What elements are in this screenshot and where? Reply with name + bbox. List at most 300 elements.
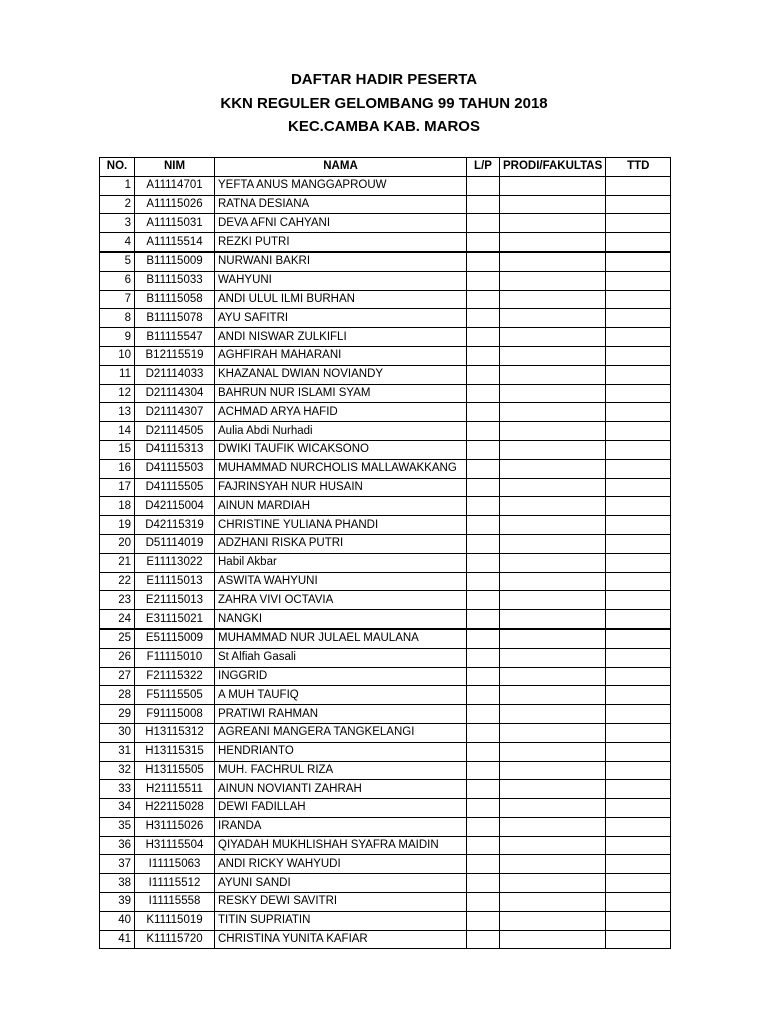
row-nim: D41115505 bbox=[135, 478, 215, 497]
table-row bbox=[100, 648, 671, 667]
row-nim: H13115315 bbox=[135, 742, 215, 761]
row-prodi-fakultas bbox=[500, 629, 606, 648]
row-ttd bbox=[606, 195, 671, 214]
row-no: 15 bbox=[100, 440, 135, 459]
row-prodi-fakultas bbox=[500, 346, 606, 365]
row-no: 2 bbox=[100, 195, 135, 214]
table-row bbox=[100, 328, 671, 347]
row-nim: B11115058 bbox=[135, 290, 215, 309]
row-nama: St Alfiah Gasali bbox=[215, 648, 467, 667]
row-no: 38 bbox=[100, 874, 135, 893]
row-lp bbox=[467, 365, 500, 384]
row-ttd bbox=[606, 761, 671, 780]
row-nama: MUHAMMAD NURCHOLIS MALLAWAKKANG bbox=[215, 459, 467, 478]
table-row bbox=[100, 233, 671, 252]
row-nama: A MUH TAUFIQ bbox=[215, 686, 467, 705]
table-row bbox=[100, 705, 671, 724]
row-nim: A11114701 bbox=[135, 176, 215, 195]
row-nim: H31115026 bbox=[135, 817, 215, 836]
header-no: NO. bbox=[100, 158, 135, 177]
row-ttd bbox=[606, 572, 671, 591]
row-nama: AYUNI SANDI bbox=[215, 874, 467, 893]
row-nim: B11115078 bbox=[135, 309, 215, 328]
row-prodi-fakultas bbox=[500, 723, 606, 742]
row-nama: ANDI NISWAR ZULKIFLI bbox=[215, 328, 467, 347]
table-row bbox=[100, 855, 671, 874]
table-row bbox=[100, 214, 671, 233]
row-no: 35 bbox=[100, 817, 135, 836]
row-no: 3 bbox=[100, 214, 135, 233]
row-no: 13 bbox=[100, 403, 135, 422]
row-lp bbox=[467, 742, 500, 761]
row-lp bbox=[467, 478, 500, 497]
row-lp bbox=[467, 440, 500, 459]
row-no: 24 bbox=[100, 610, 135, 629]
row-ttd bbox=[606, 516, 671, 535]
row-ttd bbox=[606, 836, 671, 855]
row-nama: QIYADAH MUKHLISHAH SYAFRA MAIDIN bbox=[215, 836, 467, 855]
row-lp bbox=[467, 516, 500, 535]
row-ttd bbox=[606, 440, 671, 459]
row-ttd bbox=[606, 497, 671, 516]
row-nama: AINUN MARDIAH bbox=[215, 497, 467, 516]
row-nama: Habil Akbar bbox=[215, 553, 467, 572]
row-no: 21 bbox=[100, 553, 135, 572]
row-ttd bbox=[606, 723, 671, 742]
row-nim: H21115511 bbox=[135, 780, 215, 799]
row-nim: I11115558 bbox=[135, 893, 215, 912]
title-line-3: KEC.CAMBA KAB. MAROS bbox=[288, 118, 480, 135]
row-nama: IRANDA bbox=[215, 817, 467, 836]
row-nama: ACHMAD ARYA HAFID bbox=[215, 403, 467, 422]
table-row bbox=[100, 780, 671, 799]
row-no: 30 bbox=[100, 723, 135, 742]
header-nim: NIM bbox=[135, 158, 215, 177]
row-prodi-fakultas bbox=[500, 780, 606, 799]
row-no: 10 bbox=[100, 346, 135, 365]
title-line-1: DAFTAR HADIR PESERTA bbox=[290, 71, 478, 88]
row-nama: HENDRIANTO bbox=[215, 742, 467, 761]
row-prodi-fakultas bbox=[500, 176, 606, 195]
table-row bbox=[100, 610, 671, 629]
table-row bbox=[100, 497, 671, 516]
row-prodi-fakultas bbox=[500, 534, 606, 553]
row-no: 12 bbox=[100, 384, 135, 403]
row-lp bbox=[467, 309, 500, 328]
table-row bbox=[100, 930, 671, 949]
row-ttd bbox=[606, 252, 671, 271]
row-lp bbox=[467, 233, 500, 252]
row-nim: B12115519 bbox=[135, 346, 215, 365]
row-ttd bbox=[606, 459, 671, 478]
title-line-2: KKN REGULER GELOMBANG 99 TAHUN 2018 bbox=[220, 94, 548, 112]
row-prodi-fakultas bbox=[500, 893, 606, 912]
row-prodi-fakultas bbox=[500, 271, 606, 290]
row-nim: K11115720 bbox=[135, 930, 215, 949]
row-no: 39 bbox=[100, 893, 135, 912]
row-nama: MUH. FACHRUL RIZA bbox=[215, 761, 467, 780]
row-ttd bbox=[606, 271, 671, 290]
row-nim: D51114019 bbox=[135, 534, 215, 553]
row-nama: ANDI ULUL ILMI BURHAN bbox=[215, 290, 467, 309]
row-nama: TITIN SUPRIATIN bbox=[215, 911, 467, 930]
row-lp bbox=[467, 893, 500, 912]
row-lp bbox=[467, 874, 500, 893]
row-nim: D21114307 bbox=[135, 403, 215, 422]
row-ttd bbox=[606, 591, 671, 610]
row-prodi-fakultas bbox=[500, 497, 606, 516]
row-nim: D21114304 bbox=[135, 384, 215, 403]
table-row bbox=[100, 874, 671, 893]
row-prodi-fakultas bbox=[500, 478, 606, 497]
row-ttd bbox=[606, 534, 671, 553]
header-nama: NAMA bbox=[215, 158, 467, 177]
table-row bbox=[100, 742, 671, 761]
row-no: 16 bbox=[100, 459, 135, 478]
table-row bbox=[100, 271, 671, 290]
row-nama: ANDI RICKY WAHYUDI bbox=[215, 855, 467, 874]
row-lp bbox=[467, 271, 500, 290]
row-prodi-fakultas bbox=[500, 384, 606, 403]
row-nama: DWIKI TAUFIK WICAKSONO bbox=[215, 440, 467, 459]
row-prodi-fakultas bbox=[500, 836, 606, 855]
row-prodi-fakultas bbox=[500, 459, 606, 478]
row-nama: NURWANI BAKRI bbox=[215, 252, 467, 271]
row-ttd bbox=[606, 799, 671, 818]
table-row bbox=[100, 516, 671, 535]
row-no: 6 bbox=[100, 271, 135, 290]
row-prodi-fakultas bbox=[500, 195, 606, 214]
row-nama: MUHAMMAD NUR JULAEL MAULANA bbox=[215, 629, 467, 648]
row-lp bbox=[467, 591, 500, 610]
row-lp bbox=[467, 930, 500, 949]
row-nama: KHAZANAL DWIAN NOVIANDY bbox=[215, 365, 467, 384]
row-nim: F11115010 bbox=[135, 648, 215, 667]
row-nama: AYU SAFITRI bbox=[215, 309, 467, 328]
row-nama: AGREANI MANGERA TANGKELANGI bbox=[215, 723, 467, 742]
row-nama: CHRISTINE YULIANA PHANDI bbox=[215, 516, 467, 535]
table-row bbox=[100, 384, 671, 403]
row-lp bbox=[467, 911, 500, 930]
row-prodi-fakultas bbox=[500, 761, 606, 780]
table-row bbox=[100, 290, 671, 309]
row-nama: FAJRINSYAH NUR HUSAIN bbox=[215, 478, 467, 497]
table-row bbox=[100, 252, 671, 271]
table-row bbox=[100, 591, 671, 610]
row-lp bbox=[467, 252, 500, 271]
row-nim: D42115319 bbox=[135, 516, 215, 535]
table-row bbox=[100, 799, 671, 818]
row-no: 26 bbox=[100, 648, 135, 667]
row-ttd bbox=[606, 705, 671, 724]
row-ttd bbox=[606, 176, 671, 195]
row-lp bbox=[467, 346, 500, 365]
row-lp bbox=[467, 176, 500, 195]
row-lp bbox=[467, 817, 500, 836]
row-prodi-fakultas bbox=[500, 591, 606, 610]
table-row bbox=[100, 761, 671, 780]
row-nim: D21114033 bbox=[135, 365, 215, 384]
row-prodi-fakultas bbox=[500, 252, 606, 271]
row-no: 33 bbox=[100, 780, 135, 799]
row-no: 27 bbox=[100, 667, 135, 686]
row-ttd bbox=[606, 422, 671, 441]
row-nim: H13115312 bbox=[135, 723, 215, 742]
row-ttd bbox=[606, 780, 671, 799]
row-prodi-fakultas bbox=[500, 365, 606, 384]
table-body bbox=[100, 176, 671, 949]
row-nama: ZAHRA VIVI OCTAVIA bbox=[215, 591, 467, 610]
table-row bbox=[100, 723, 671, 742]
row-prodi-fakultas bbox=[500, 855, 606, 874]
row-lp bbox=[467, 855, 500, 874]
row-no: 4 bbox=[100, 233, 135, 252]
row-nama: ASWITA WAHYUNI bbox=[215, 572, 467, 591]
row-lp bbox=[467, 328, 500, 347]
table-row bbox=[100, 667, 671, 686]
row-nim: B11115009 bbox=[135, 252, 215, 271]
row-nama: BAHRUN NUR ISLAMI SYAM bbox=[215, 384, 467, 403]
table-row bbox=[100, 817, 671, 836]
row-no: 41 bbox=[100, 930, 135, 949]
row-nim: D41115503 bbox=[135, 459, 215, 478]
row-lp bbox=[467, 572, 500, 591]
row-nim: A11115031 bbox=[135, 214, 215, 233]
row-prodi-fakultas bbox=[500, 742, 606, 761]
row-ttd bbox=[606, 930, 671, 949]
row-nim: A11115514 bbox=[135, 233, 215, 252]
row-nama: ADZHANI RISKA PUTRI bbox=[215, 534, 467, 553]
row-prodi-fakultas bbox=[500, 648, 606, 667]
row-lp bbox=[467, 648, 500, 667]
row-ttd bbox=[606, 629, 671, 648]
row-no: 22 bbox=[100, 572, 135, 591]
row-lp bbox=[467, 780, 500, 799]
row-nim: E11115013 bbox=[135, 572, 215, 591]
row-nama: RATNA DESIANA bbox=[215, 195, 467, 214]
row-prodi-fakultas bbox=[500, 911, 606, 930]
row-prodi-fakultas bbox=[500, 799, 606, 818]
row-nama: AGHFIRAH MAHARANI bbox=[215, 346, 467, 365]
row-ttd bbox=[606, 648, 671, 667]
row-no: 32 bbox=[100, 761, 135, 780]
table-row bbox=[100, 346, 671, 365]
row-ttd bbox=[606, 309, 671, 328]
row-prodi-fakultas bbox=[500, 214, 606, 233]
row-nim: D42115004 bbox=[135, 497, 215, 516]
row-no: 17 bbox=[100, 478, 135, 497]
row-ttd bbox=[606, 893, 671, 912]
row-ttd bbox=[606, 346, 671, 365]
row-ttd bbox=[606, 553, 671, 572]
table-row bbox=[100, 572, 671, 591]
row-lp bbox=[467, 799, 500, 818]
row-no: 8 bbox=[100, 309, 135, 328]
header-lp: L/P bbox=[467, 158, 500, 177]
row-prodi-fakultas bbox=[500, 667, 606, 686]
row-ttd bbox=[606, 214, 671, 233]
row-no: 14 bbox=[100, 422, 135, 441]
row-no: 19 bbox=[100, 516, 135, 535]
table-row bbox=[100, 459, 671, 478]
row-no: 20 bbox=[100, 534, 135, 553]
row-no: 40 bbox=[100, 911, 135, 930]
row-ttd bbox=[606, 478, 671, 497]
row-ttd bbox=[606, 403, 671, 422]
header-prodi-fakultas: PRODI/FAKULTAS bbox=[500, 158, 606, 177]
row-prodi-fakultas bbox=[500, 874, 606, 893]
row-nama: DEWI FADILLAH bbox=[215, 799, 467, 818]
row-lp bbox=[467, 195, 500, 214]
row-lp bbox=[467, 290, 500, 309]
row-ttd bbox=[606, 233, 671, 252]
row-nama: CHRISTINA YUNITA KAFIAR bbox=[215, 930, 467, 949]
row-lp bbox=[467, 497, 500, 516]
row-lp bbox=[467, 553, 500, 572]
row-lp bbox=[467, 705, 500, 724]
row-prodi-fakultas bbox=[500, 686, 606, 705]
row-lp bbox=[467, 422, 500, 441]
row-no: 11 bbox=[100, 365, 135, 384]
row-nim: D21114505 bbox=[135, 422, 215, 441]
row-nim: F91115008 bbox=[135, 705, 215, 724]
row-no: 5 bbox=[100, 252, 135, 271]
row-nama: Aulia Abdi Nurhadi bbox=[215, 422, 467, 441]
row-prodi-fakultas bbox=[500, 290, 606, 309]
row-nama: PRATIWI RAHMAN bbox=[215, 705, 467, 724]
row-nama: YEFTA ANUS MANGGAPROUW bbox=[215, 176, 467, 195]
row-ttd bbox=[606, 855, 671, 874]
row-prodi-fakultas bbox=[500, 553, 606, 572]
row-ttd bbox=[606, 911, 671, 930]
row-lp bbox=[467, 761, 500, 780]
row-nim: D41115313 bbox=[135, 440, 215, 459]
row-nama: REZKI PUTRI bbox=[215, 233, 467, 252]
table-row bbox=[100, 893, 671, 912]
row-lp bbox=[467, 836, 500, 855]
table-row bbox=[100, 440, 671, 459]
row-no: 28 bbox=[100, 686, 135, 705]
row-prodi-fakultas bbox=[500, 516, 606, 535]
row-nim: E31115021 bbox=[135, 610, 215, 629]
row-no: 34 bbox=[100, 799, 135, 818]
row-lp bbox=[467, 403, 500, 422]
row-ttd bbox=[606, 686, 671, 705]
row-nim: E11113022 bbox=[135, 553, 215, 572]
row-nama: NANGKI bbox=[215, 610, 467, 629]
row-ttd bbox=[606, 667, 671, 686]
header-ttd: TTD bbox=[606, 158, 671, 177]
row-ttd bbox=[606, 384, 671, 403]
row-prodi-fakultas bbox=[500, 328, 606, 347]
table-row bbox=[100, 534, 671, 553]
row-nim: K11115019 bbox=[135, 911, 215, 930]
table-row bbox=[100, 176, 671, 195]
row-nim: H31115504 bbox=[135, 836, 215, 855]
row-nim: B11115547 bbox=[135, 328, 215, 347]
row-prodi-fakultas bbox=[500, 817, 606, 836]
row-lp bbox=[467, 384, 500, 403]
row-no: 29 bbox=[100, 705, 135, 724]
attendance-table bbox=[99, 157, 671, 949]
row-ttd bbox=[606, 874, 671, 893]
row-prodi-fakultas bbox=[500, 572, 606, 591]
row-ttd bbox=[606, 817, 671, 836]
row-prodi-fakultas bbox=[500, 403, 606, 422]
table-header-row bbox=[100, 158, 671, 177]
row-nama: RESKY DEWI SAVITRI bbox=[215, 893, 467, 912]
row-lp bbox=[467, 534, 500, 553]
row-no: 7 bbox=[100, 290, 135, 309]
row-ttd bbox=[606, 365, 671, 384]
row-prodi-fakultas bbox=[500, 440, 606, 459]
row-no: 1 bbox=[100, 176, 135, 195]
table-row bbox=[100, 403, 671, 422]
row-no: 9 bbox=[100, 328, 135, 347]
row-lp bbox=[467, 459, 500, 478]
row-nim: F51115505 bbox=[135, 686, 215, 705]
table-row bbox=[100, 422, 671, 441]
row-lp bbox=[467, 667, 500, 686]
row-no: 37 bbox=[100, 855, 135, 874]
row-ttd bbox=[606, 610, 671, 629]
table-row bbox=[100, 478, 671, 497]
table-row bbox=[100, 309, 671, 328]
row-nim: H13115505 bbox=[135, 761, 215, 780]
document-title bbox=[0, 68, 768, 139]
table-row bbox=[100, 686, 671, 705]
row-ttd bbox=[606, 290, 671, 309]
row-ttd bbox=[606, 742, 671, 761]
row-lp bbox=[467, 723, 500, 742]
row-prodi-fakultas bbox=[500, 309, 606, 328]
row-lp bbox=[467, 610, 500, 629]
table-row bbox=[100, 629, 671, 648]
row-no: 25 bbox=[100, 629, 135, 648]
row-no: 31 bbox=[100, 742, 135, 761]
row-nim: B11115033 bbox=[135, 271, 215, 290]
row-lp bbox=[467, 629, 500, 648]
row-nama: DEVA AFNI CAHYANI bbox=[215, 214, 467, 233]
row-nim: H22115028 bbox=[135, 799, 215, 818]
row-nama: AINUN NOVIANTI ZAHRAH bbox=[215, 780, 467, 799]
table-row bbox=[100, 836, 671, 855]
row-nim: A11115026 bbox=[135, 195, 215, 214]
row-no: 18 bbox=[100, 497, 135, 516]
row-nim: E51115009 bbox=[135, 629, 215, 648]
row-nim: F21115322 bbox=[135, 667, 215, 686]
row-nim: E21115013 bbox=[135, 591, 215, 610]
row-lp bbox=[467, 686, 500, 705]
table-row bbox=[100, 911, 671, 930]
row-prodi-fakultas bbox=[500, 422, 606, 441]
row-nim: I11115512 bbox=[135, 874, 215, 893]
row-nim: I11115063 bbox=[135, 855, 215, 874]
table-row bbox=[100, 365, 671, 384]
row-prodi-fakultas bbox=[500, 233, 606, 252]
table-row bbox=[100, 195, 671, 214]
row-nama: INGGRID bbox=[215, 667, 467, 686]
row-prodi-fakultas bbox=[500, 705, 606, 724]
row-prodi-fakultas bbox=[500, 930, 606, 949]
table-row bbox=[100, 553, 671, 572]
row-prodi-fakultas bbox=[500, 610, 606, 629]
row-lp bbox=[467, 214, 500, 233]
row-ttd bbox=[606, 328, 671, 347]
row-no: 23 bbox=[100, 591, 135, 610]
row-no: 36 bbox=[100, 836, 135, 855]
row-nama: WAHYUNI bbox=[215, 271, 467, 290]
